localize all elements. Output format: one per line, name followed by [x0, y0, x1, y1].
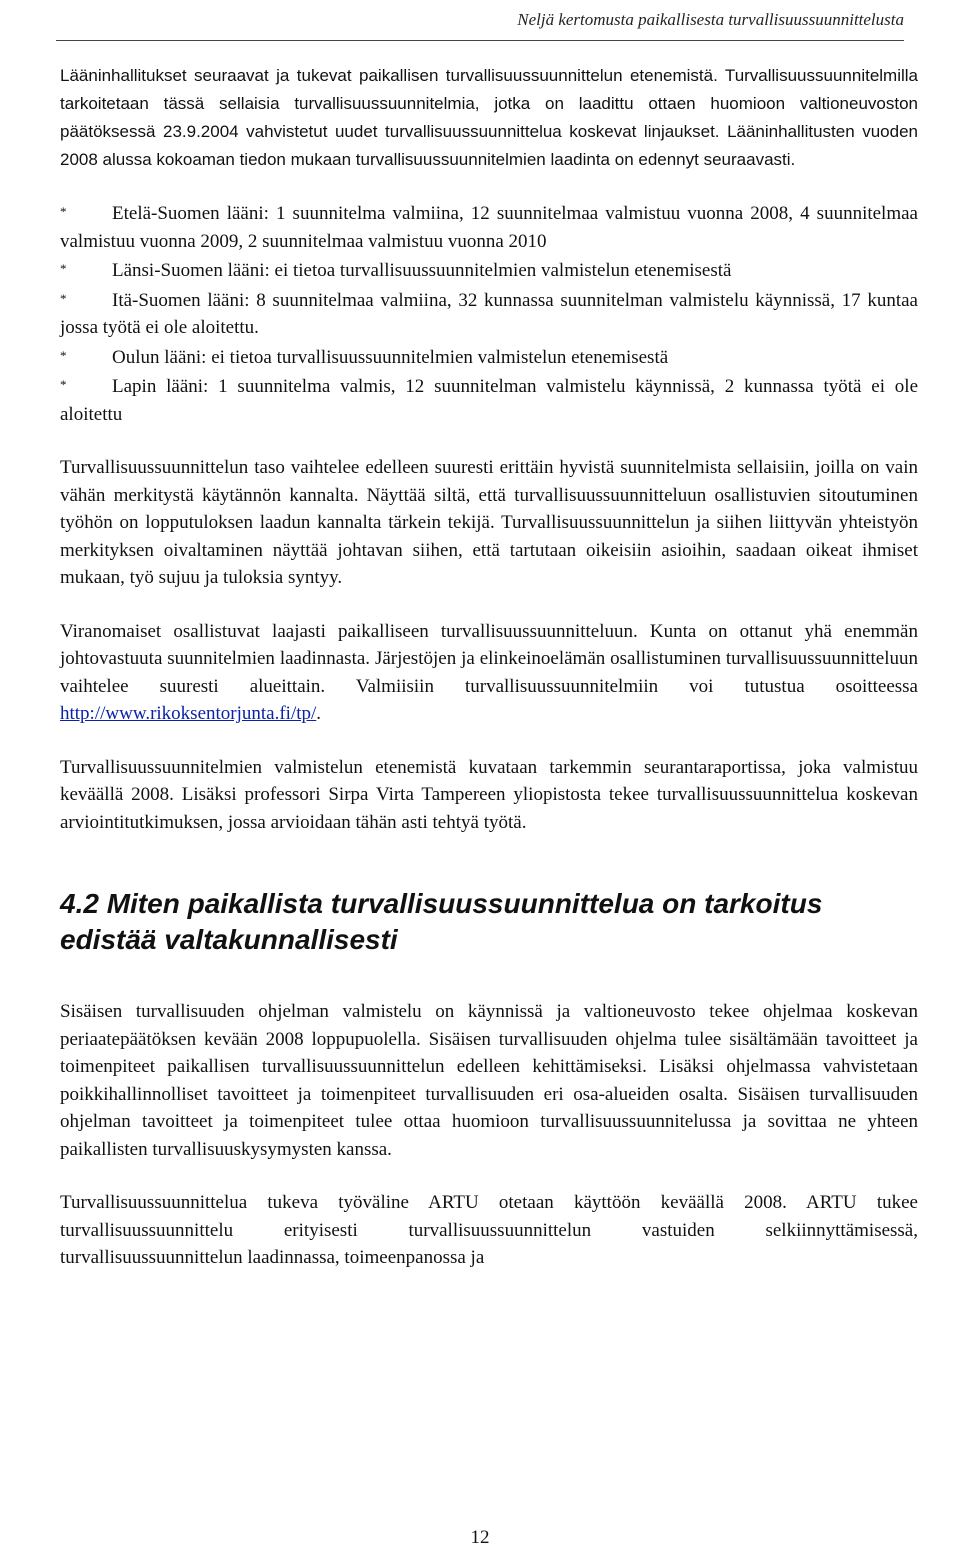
- province-status-list: [60, 198, 918, 428]
- list-item-oulu: [60, 342, 918, 372]
- running-title: Neljä kertomusta paikallisesta turvallisuussuunnittelusta: [517, 10, 904, 29]
- asterisk-bullet-icon: *: [60, 347, 67, 363]
- progress-paragraph: Turvallisuussuunnitelmien valmistelun etenemistä kuvataan tarkemmin seurantaraportissa, joka valmistuu keväällä 2008. Lisäksi professori Sirpa Virta Tampereen yliopistosta tekee turvallisuussuunnittelua koskevan arviointitutkimuksen, jossa arvioidaan tähän asti tehtyä työtä.: [60, 756, 918, 833]
- list-item-text: Itä-Suomen lääni: 8 suunnitelmaa valmiina, 32 kunnassa suunnitelman valmistelu käynnissä, 17 kuntaa jossa työtä ei ole aloitettu.: [60, 289, 918, 338]
- list-item-lappi: [60, 371, 918, 428]
- authorities-paragraph: [60, 618, 918, 728]
- list-item-text: Oulun lääni: ei tietoa turvallisuussuunnitelmien valmistelun etenemisestä: [112, 346, 669, 368]
- list-item-ita-suomi: [60, 285, 918, 342]
- list-item-text: Länsi-Suomen lääni: ei tietoa turvallisuussuunnitelmien valmistelun etenemisestä: [112, 260, 732, 281]
- running-header: [56, 10, 904, 41]
- authorities-end: .: [316, 703, 322, 724]
- artu-paragraph: Turvallisuussuunnittelua tukeva työväline ARTU otetaan käyttöön keväällä 2008. ARTU tukee turvallisuussuunnittelu erityisesti turvallisuussuunnittelun vastuiden selkiinnyttämisessä, turvallisuussuunnittelun laadinnassa, toimeenpanossa ja: [60, 1192, 918, 1268]
- planning-level-paragraph: Turvallisuussuunnittelun taso vaihtelee edelleen suuresti erittäin hyvistä suunnitelmista sellaisiin, joilla on vain vähän merkitystä käytännön kannalta. Näyttää siltä, että turvallisuussuunnitteluun osallistuvien sitoutuminen työhön on lopputuloksen laadun kannalta tärkein tekijä. Turvallisuussuunnittelun ja siihen liittyvän yhteistyön merkityksen oivaltaminen näyttää johtavan siihen, että tartutaan oikeisiin asioihin, saadaan oikeat ihmiset mukaan, työ sujuu ja tuloksia syntyy.: [60, 457, 918, 588]
- asterisk-bullet-icon: *: [60, 290, 67, 306]
- intro-paragraph: Lääninhallitukset seuraavat ja tukevat paikallisen turvallisuussuunnittelun etenemistä. Turvallisuussuunnitelmilla tarkoitetaan tässä sellaisia turvallisuussuunnitelmia, jotka on laadittu ottaen huomioon valtioneuvoston päätöksessä 23.9.2004 vahvistetut uudet turvallisuussuunnittelua koskevat linjaukset. Lääninhallitusten vuoden 2008 alussa kokoaman tiedon mukaan turvallisuussuunnitelmien laadinta on edennyt seuraavasti.: [60, 66, 918, 169]
- list-item-text: Lapin lääni: 1 suunnitelma valmis, 12 suunnitelman valmistelu käynnissä, 2 kunnassa työtä ei ole aloitettu: [60, 376, 918, 425]
- asterisk-bullet-icon: *: [60, 261, 67, 276]
- internal-security-paragraph: Sisäisen turvallisuuden ohjelman valmistelu on käynnissä ja valtioneuvosto tekee ohjelmaa koskevan periaatepäätöksen kevään 2008 loppupuolella. Sisäisen turvallisuuden ohjelma tulee sisältämään tavoitteet ja toimenpiteet paikallisen turvallisuussuunnittelun edelleen kehittämiseksi. Lisäksi ohjelmassa vahvistetaan poikkihallinnolliset tavoitteet ja toimenpiteet turvallisuuden eri osa-alueiden osalta. Sisäisen turvallisuuden ohjelman tavoitteet ja toimenpiteet tulee ottaa huomioon turvallisuussuunnitelussa ja sovittaa ne yhteen paikallisten turvallisuuskysymysten kanssa.: [60, 1001, 918, 1160]
- list-item-etela-suomi: [60, 198, 918, 255]
- asterisk-bullet-icon: *: [60, 204, 67, 219]
- asterisk-bullet-icon: *: [60, 377, 67, 392]
- section-heading: 4.2 Miten paikallista turvallisuussuunnittelua on tarkoitus edistää valtakunnallisesti: [60, 888, 823, 955]
- authorities-text: Viranomaiset osallistuvat laajasti paikalliseen turvallisuussuunnitteluun. Kunta on ottanut yhä enemmän johtovastuuta suunnitelmien laadinnasta. Järjestöjen ja elinkeinoelämän osallistuminen turvallisuussuunnitteluun vaihtelee suuresti alueittain. Valmiisiin turvallisuussuunnitelmiin voi tutustua osoitteessa: [60, 620, 918, 697]
- page-body: [60, 62, 918, 1298]
- list-item-text: Etelä-Suomen lääni: 1 suunnitelma valmiina, 12 suunnitelmaa valmistuu vuonna 2008, 4 suunnitelmaa valmistuu vuonna 2009, 2 suunnitelmaa valmistuu vuonna 2010: [60, 203, 918, 252]
- page-number: 12: [470, 1527, 490, 1548]
- list-item-lansi-suomi: [60, 255, 918, 285]
- rikoksentorjunta-link[interactable]: http://www.rikoksentorjunta.fi/tp/: [60, 703, 317, 724]
